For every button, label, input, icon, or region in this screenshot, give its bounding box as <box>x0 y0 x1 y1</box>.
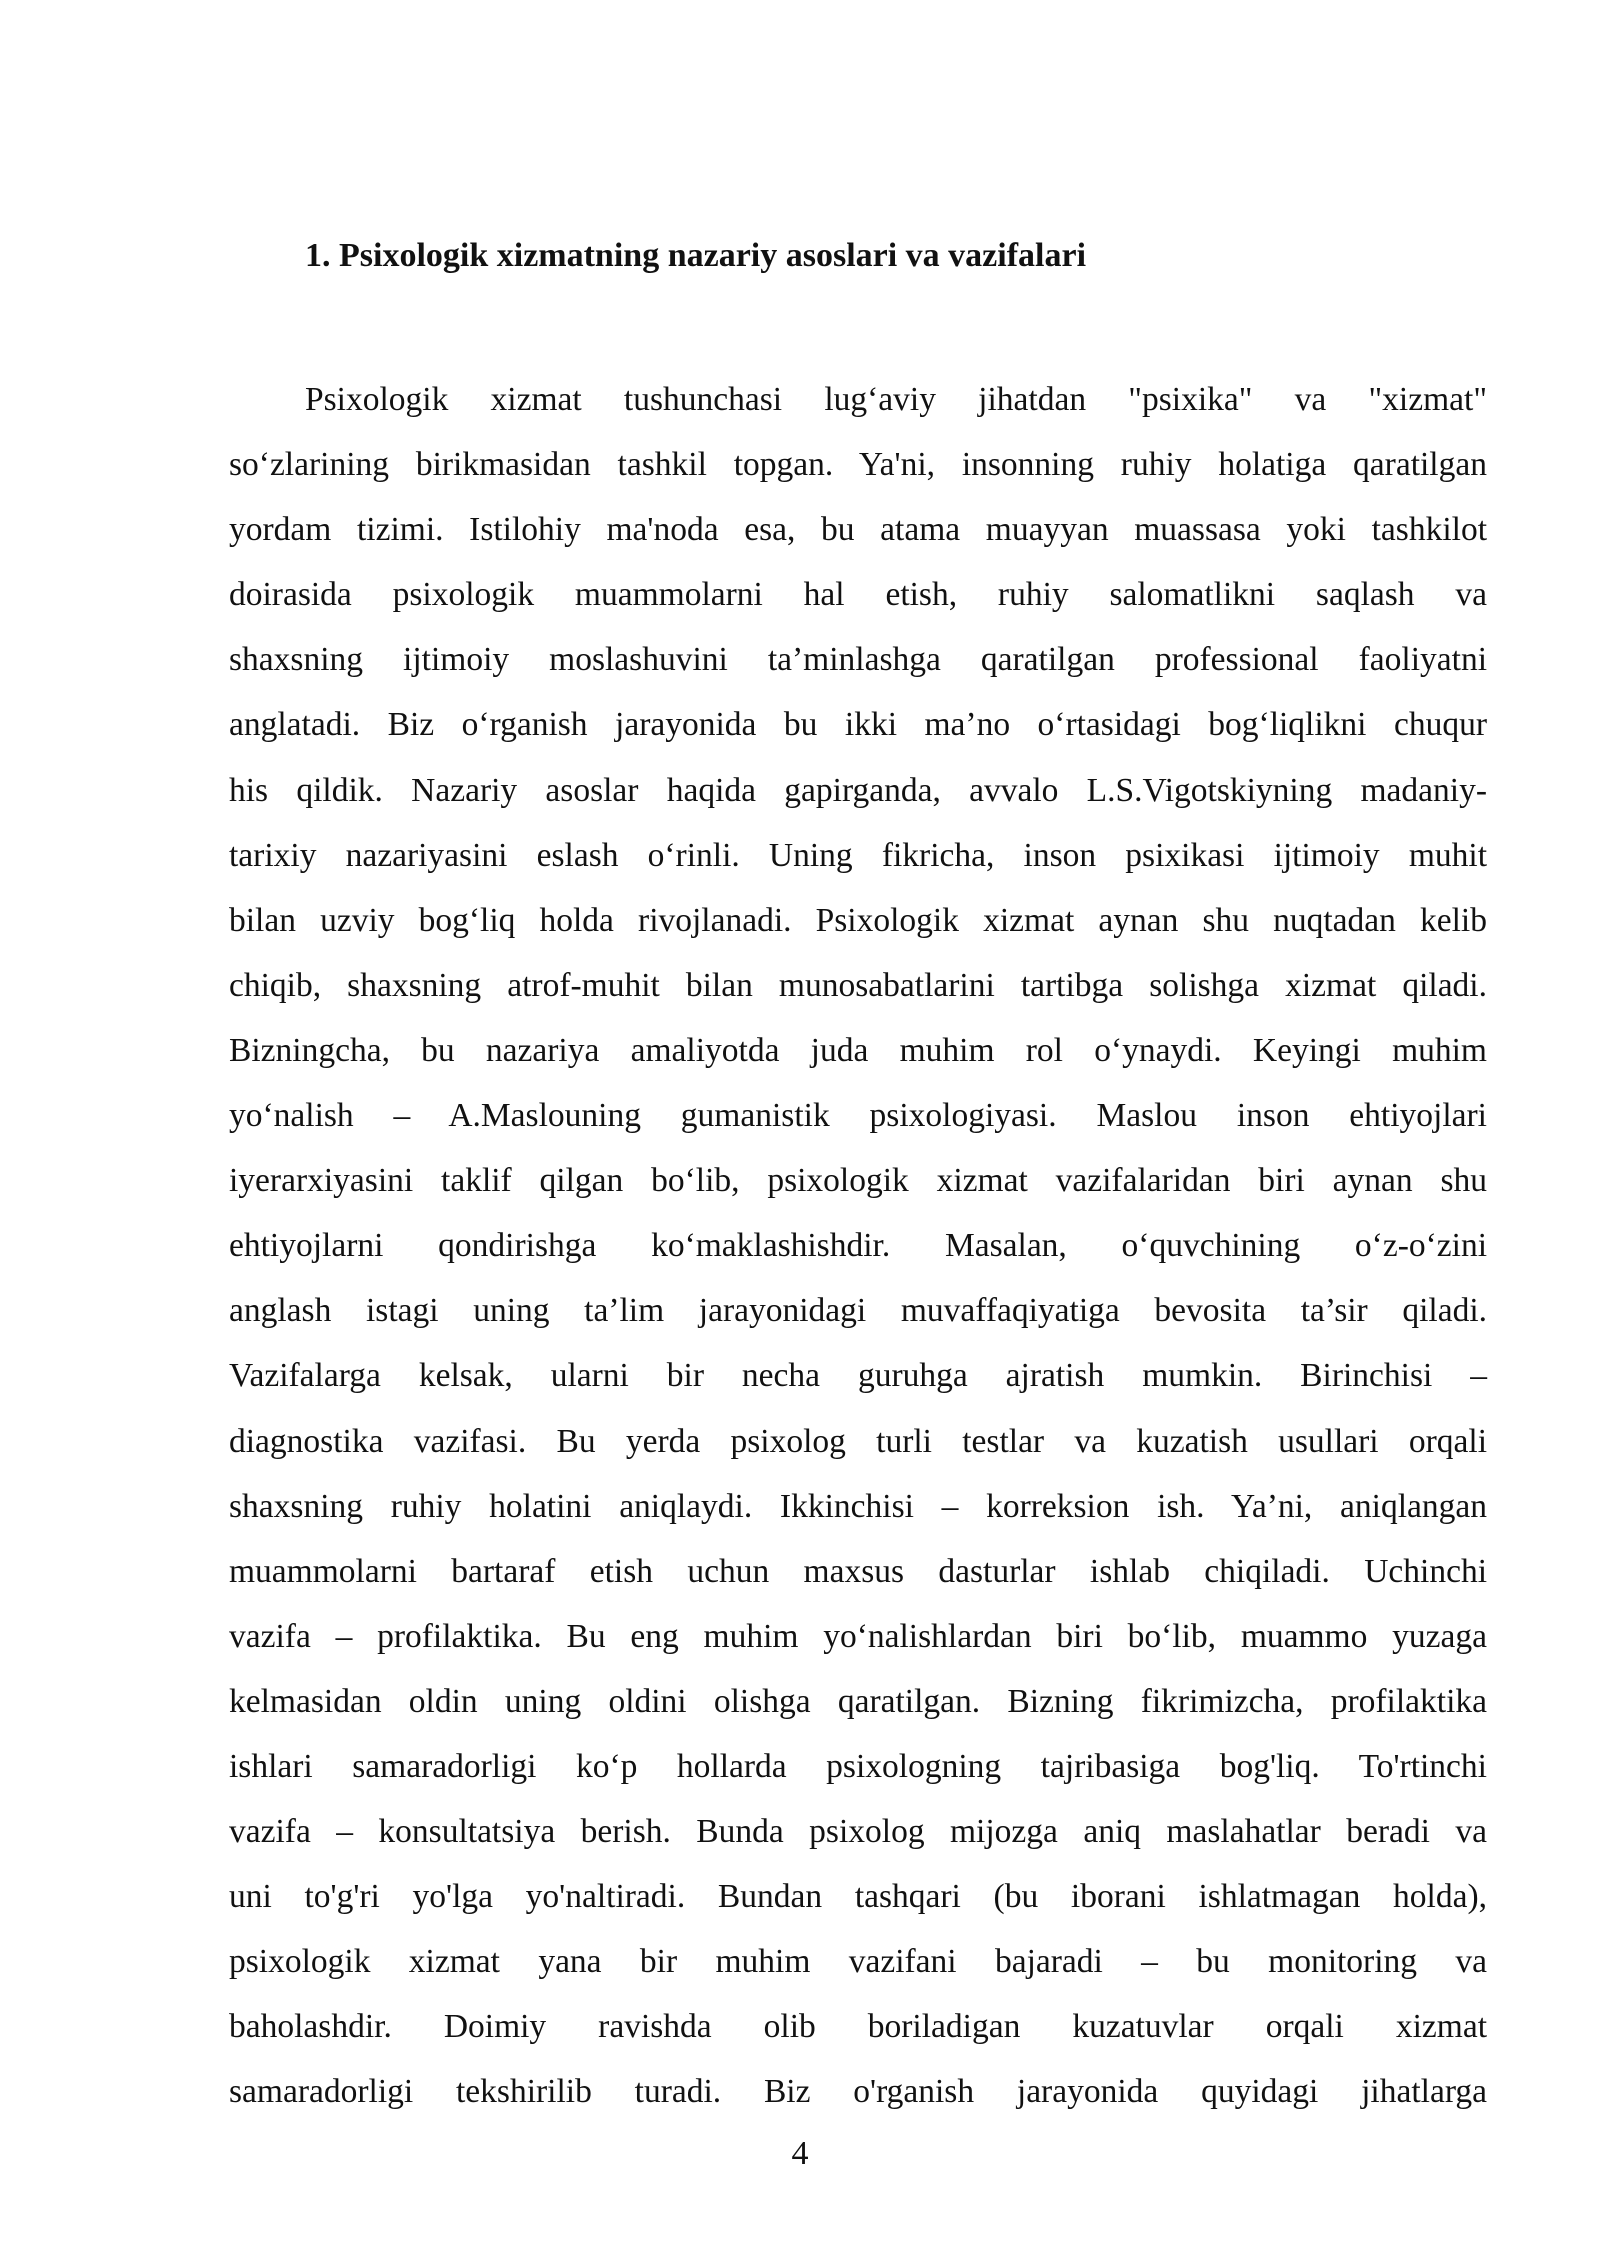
paragraph-line: diagnostika vazifasi. Bu yerda psixolog turli testlar va kuzatish usullari orqali <box>229 1422 1487 1460</box>
paragraph-line: Vazifalarga kelsak, ularni bir necha guruhga ajratish mumkin. Birinchisi – <box>229 1357 1487 1395</box>
paragraph-line: uni to'g'ri yo'lga yo'naltiradi. Bundan tashqari (bu iborani ishlatmagan holda), <box>229 1878 1487 1916</box>
paragraph-line: so‘zlarining birikmasidan tashkil topgan. Ya'ni, insonning ruhiy holatiga qaratilgan <box>229 446 1487 484</box>
paragraph-line: ishlari samaradorligi ko‘p hollarda psixologning tajribasiga bog'liq. To'rtinchi <box>229 1747 1487 1785</box>
body-paragraph <box>229 376 1487 2134</box>
paragraph-line: ehtiyojlarni qondirishga ko‘maklashishdir. Masalan, o‘quvchining o‘z-o‘zini <box>229 1227 1487 1265</box>
paragraph-line: kelmasidan oldin uning oldini olishga qaratilgan. Bizning fikrimizcha, profilaktika <box>229 1682 1487 1720</box>
paragraph-line: Psixologik xizmat tushunchasi lug‘aviy jihatdan "psixika" va "xizmat" <box>305 381 1487 418</box>
paragraph-line: psixologik xizmat yana bir muhim vazifani bajaradi – bu monitoring va <box>229 1943 1487 1981</box>
paragraph-line: muammolarni bartaraf etish uchun maxsus dasturlar ishlab chiqiladi. Uchinchi <box>229 1552 1487 1590</box>
paragraph-line: tarixiy nazariyasini eslash o‘rinli. Uning fikricha, inson psixikasi ijtimoiy muhit <box>229 836 1487 874</box>
paragraph-line: chiqib, shaxsning atrof-muhit bilan munosabatlarini tartibga solishga xizmat qiladi. <box>229 966 1487 1004</box>
paragraph-line: shaxsning ijtimoiy moslashuvini ta’minlashga qaratilgan professional faoliyatni <box>229 641 1487 679</box>
paragraph-line: doirasida psixologik muammolarni hal etish, ruhiy salomatlikni saqlash va <box>229 576 1487 614</box>
page-number: 4 <box>791 2135 809 2172</box>
paragraph-line: anglatadi. Biz o‘rganish jarayonida bu ikki ma’no o‘rtasidagi bog‘liqlikni chuqur <box>229 706 1487 744</box>
paragraph-line: vazifa – konsultatsiya berish. Bunda psixolog mijozga aniq maslahatlar beradi va <box>229 1813 1487 1851</box>
paragraph-line: bilan uzviy bog‘liq holda rivojlanadi. Psixologik xizmat aynan shu nuqtadan kelib <box>229 901 1487 939</box>
paragraph-line: Bizningcha, bu nazariya amaliyotda juda muhim rol o‘ynaydi. Keyingi muhim <box>229 1031 1487 1069</box>
paragraph-line: iyerarxiyasini taklif qilgan bo‘lib, psixologik xizmat vazifalaridan biri aynan shu <box>229 1162 1487 1200</box>
paragraph-line: shaxsning ruhiy holatini aniqlaydi. Ikkinchisi – korreksion ish. Ya’ni, aniqlangan <box>229 1487 1487 1525</box>
paragraph-line: yordam tizimi. Istilohiy ma'noda esa, bu atama muayyan muassasa yoki tashkilot <box>229 511 1487 549</box>
section-heading: 1. Psixologik xizmatning nazariy asoslari va vazifalari <box>305 237 1087 274</box>
paragraph-line: his qildik. Nazariy asoslar haqida gapirganda, avvalo L.S.Vigotskiyning madaniy- <box>229 771 1487 809</box>
paragraph-line: yo‘nalish – A.Maslouning gumanistik psixologiyasi. Maslou inson ehtiyojlari <box>229 1097 1487 1135</box>
paragraph-line: anglash istagi uning ta’lim jarayonidagi muvaffaqiyatiga bevosita ta’sir qiladi. <box>229 1292 1487 1330</box>
paragraph-line: samaradorligi tekshirilib turadi. Biz o'rganish jarayonida quyidagi jihatlarga <box>229 2073 1487 2111</box>
paragraph-line: vazifa – profilaktika. Bu eng muhim yo‘nalishlardan biri bo‘lib, muammo yuzaga <box>229 1617 1487 1655</box>
paragraph-line: baholashdir. Doimiy ravishda olib boriladigan kuzatuvlar orqali xizmat <box>229 2008 1487 2046</box>
